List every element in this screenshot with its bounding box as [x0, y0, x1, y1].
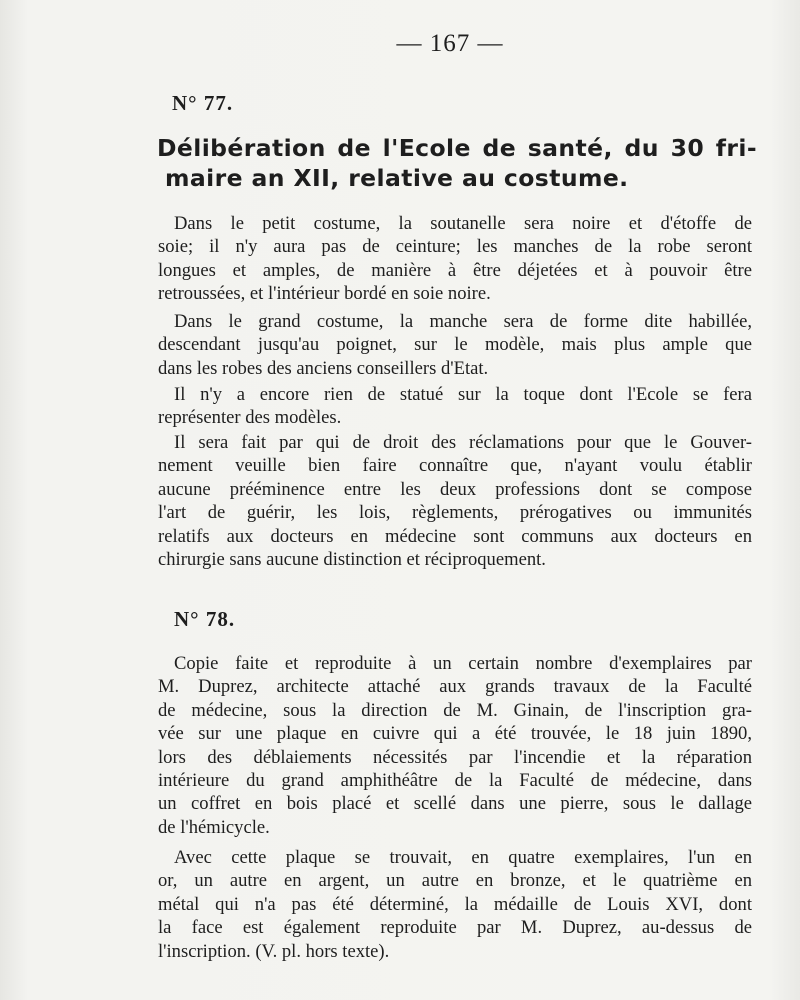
text-line: intérieure du grand amphithéâtre de la Faculté de médecine, dans	[158, 769, 752, 791]
paragraph	[158, 310, 752, 380]
paragraph	[158, 652, 752, 839]
text-line: de médecine, sous la direction de M. Ginain, de l'inscription gra-	[158, 699, 752, 721]
text-line: longues et amples, de manière à être déjetées et à pouvoir être	[158, 259, 752, 281]
text-line: Dans le petit costume, la soutanelle sera noire et d'étoffe de	[174, 213, 752, 234]
entry-number-78: N° 78.	[174, 607, 236, 631]
text-line: nement veuille bien faire connaître que, n'ayant voulu établir	[158, 455, 752, 477]
text-line: chirurgie sans aucune distinction et réciproquement.	[158, 548, 546, 570]
text-line: la face est également reproduite par M. Duprez, au-dessus de	[158, 917, 752, 939]
text-line: Avec cette plaque se trouvait, en quatre exemplaires, l'un en	[174, 847, 752, 868]
text-line: lors des déblaiements nécessités par l'incendie et la réparation	[158, 746, 752, 768]
text-line: dans les robes des anciens conseillers d'Etat.	[158, 357, 489, 379]
entry-number-77: N° 77.	[172, 91, 234, 115]
text-line: Copie faite et reproduite à un certain nombre d'exemplaires par	[174, 653, 752, 674]
text-line: Il sera fait par qui de droit des réclamations pour que le Gouver-	[174, 432, 752, 453]
paragraph	[158, 431, 752, 571]
text-line: soie; il n'y aura pas de ceinture; les manches de la robe seront	[158, 236, 752, 258]
text-line: de l'hémicycle.	[158, 816, 270, 838]
paragraph	[158, 212, 752, 306]
text-line: Il n'y a encore rien de statué sur la toque dont l'Ecole se fera	[174, 384, 752, 405]
text-line: Dans le grand costume, la manche sera de forme dite habillée,	[174, 311, 752, 332]
text-line: retroussées, et l'intérieur bordé en soie noire.	[158, 283, 491, 305]
text-line: descendant jusqu'au poignet, sur le modèle, mais plus ample que	[158, 334, 752, 356]
text-line: l'art de guérir, les lois, règlements, prérogatives ou immunités	[158, 502, 752, 524]
text-line: représenter des modèles.	[158, 407, 342, 429]
text-line: aucune prééminence entre les deux professions dont se compose	[158, 478, 752, 500]
text-line: or, un autre en argent, un autre en bronze, et le quatrième en	[158, 870, 752, 892]
page-number: — 167 —	[396, 30, 504, 57]
text-line: un coffret en bois placé et scellé dans une pierre, sous le dallage	[158, 793, 752, 815]
text-line: métal qui n'a pas été déterminé, la médaille de Louis XVI, dont	[158, 893, 752, 915]
title-line: maire an XII, relative au costume.	[165, 164, 629, 192]
text-line: vée sur une plaque en cuivre qui a été trouvée, le 18 juin 1890,	[158, 723, 752, 745]
title-line: Délibération de l'Ecole de santé, du 30 fri-	[157, 134, 757, 162]
text-line: relatifs aux docteurs en médecine sont communs aux docteurs en	[158, 525, 752, 547]
text-line: l'inscription. (V. pl. hors texte).	[158, 940, 390, 962]
text-line: M. Duprez, architecte attaché aux grands travaux de la Faculté	[158, 676, 752, 698]
paragraph	[158, 846, 752, 963]
entry-77-title	[157, 133, 757, 193]
paragraph	[158, 383, 752, 430]
